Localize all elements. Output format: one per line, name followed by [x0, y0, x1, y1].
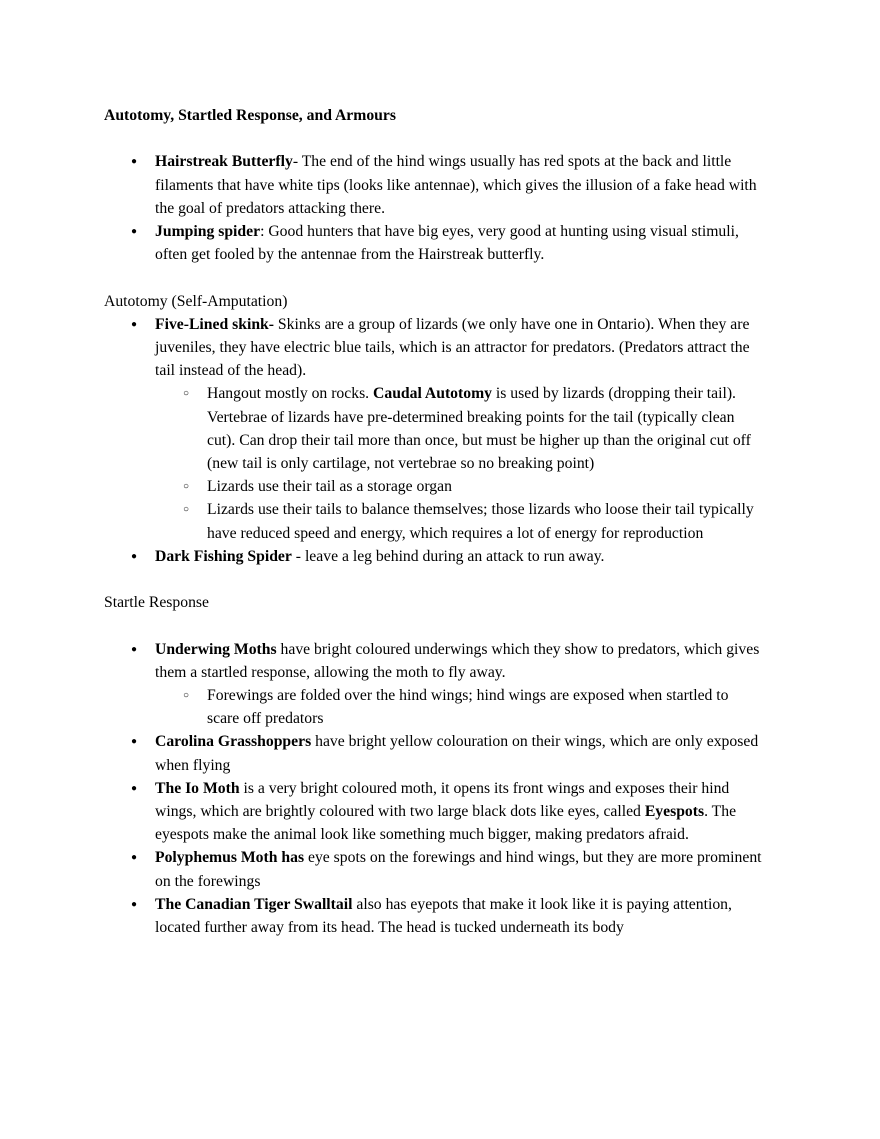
bullet-circle-icon: ○ [183, 388, 190, 400]
blank-line [104, 127, 762, 150]
bullet-disc-icon: ● [131, 852, 138, 864]
bullet-item [104, 638, 762, 684]
text-run: Lizards use their tails to balance themselves; those lizards who loose their tail typically have reduced speed and energy, which requires a lot of energy for reproduction [207, 501, 754, 542]
bullet-text [155, 638, 762, 684]
bullet-disc-icon: ● [131, 156, 138, 168]
paragraph [104, 591, 762, 614]
bullet-item [104, 545, 762, 568]
bullet-text [207, 382, 762, 475]
text-run: also has eyepots that make it look like it is paying attention, located further away from its head. The head is tucked underneath its body [155, 895, 732, 937]
text-run-bold: Dark Fishing Spider [155, 547, 292, 565]
text-run: have bright yellow colouration on their wings, which are only exposed when flying [155, 733, 759, 774]
document-heading [104, 104, 762, 127]
text-run: Forewings are folded over the hind wings; hind wings are exposed when startled to scare off predators [207, 687, 729, 728]
bullet-disc-icon: ● [131, 736, 138, 748]
bullet-text [155, 846, 762, 892]
bullet-item [104, 893, 762, 939]
text-run-bold: Polyphemus Moth has [155, 849, 305, 867]
text-run: Autotomy (Self-Amputation) [104, 292, 288, 310]
blank-line [104, 614, 762, 637]
text-run: - leave a leg behind during an attack to run away. [291, 547, 605, 565]
bullet-text [207, 475, 762, 498]
text-run-bold: Five-Lined skink- [155, 315, 274, 333]
bullet-text [207, 498, 762, 544]
text-run: - The end of the hind wings usually has red spots at the back and little filaments that have white tips (looks like antennae), which gives the illusion of a fake head with the goal of predators attacking there. [155, 153, 757, 217]
bullet-circle-icon: ○ [183, 481, 190, 493]
text-run-bold: Autotomy, Startled Response, and Armours [104, 107, 396, 124]
bullet-text [155, 313, 762, 383]
bullet-text [155, 893, 762, 939]
text-run: is used by lizards (dropping their tail). Vertebrae of lizards have pre-determined breaking points for the tail (typically clean cut). Can drop their tail more than once, but must be higher up than the original cut off (new tail is only cartilage, not vertebrae so no breaking point) [207, 385, 751, 473]
bullet-item [104, 475, 762, 498]
bullet-disc-icon: ● [131, 318, 138, 330]
bullet-item [104, 382, 762, 475]
text-run-bold: Hairstreak Butterfly [155, 153, 293, 171]
bullet-disc-icon: ● [131, 550, 138, 562]
bullet-item [104, 730, 762, 776]
bullet-text [155, 545, 762, 568]
text-run-bold: The Canadian Tiger Swalltail [155, 895, 353, 913]
text-run: Lizards use their tail as a storage organ [207, 478, 452, 496]
blank-line [104, 568, 762, 591]
bullet-text [155, 220, 762, 266]
bullet-item [104, 777, 762, 847]
text-run: . The eyespots make the animal look like something much bigger, making predators afraid. [155, 803, 737, 844]
text-run-bold: Underwing Moths [155, 640, 277, 658]
bullet-circle-icon: ○ [183, 504, 190, 516]
bullet-text [155, 777, 762, 847]
text-run-bold: The Io Moth [155, 779, 240, 797]
text-run: Startle Response [104, 594, 210, 612]
document-body [104, 104, 762, 939]
bullet-item [104, 313, 762, 383]
bullet-item [104, 684, 762, 730]
bullet-disc-icon: ● [131, 643, 138, 655]
bullet-disc-icon: ● [131, 898, 138, 910]
paragraph [104, 290, 762, 313]
text-run: is a very bright coloured moth, it opens its front wings and exposes their hind wings, which are brightly coloured with two large black dots like eyes, called [155, 779, 730, 821]
bullet-text [155, 730, 762, 776]
text-run-bold: Eyespots [644, 803, 705, 821]
bullet-item [104, 498, 762, 544]
text-run: : Good hunters that have big eyes, very good at hunting using visual stimuli, often get fooled by the antennae from the Hairstreak butterfly. [155, 223, 739, 264]
text-run-bold: Caudal Autotomy [373, 385, 492, 403]
text-run: have bright coloured underwings which they show to predators, which gives them a startled response, allowing the moth to fly away. [155, 640, 760, 681]
bullet-disc-icon: ● [131, 782, 138, 794]
blank-line [104, 266, 762, 289]
bullet-text [155, 150, 762, 220]
text-run-bold: Jumping spider [155, 223, 261, 240]
text-run: eye spots on the forewings and hind wings, but they are more prominent on the forewings [155, 849, 762, 890]
bullet-text [207, 684, 762, 730]
text-run: Skinks are a group of lizards (we only have one in Ontario). When they are juveniles, they have electric blue tails, which is an attractor for predators. (Predators attract the tail instead of the head). [155, 315, 750, 380]
bullet-item [104, 150, 762, 220]
text-run: Hangout mostly on rocks. [207, 385, 374, 403]
bullet-item [104, 846, 762, 892]
bullet-disc-icon: ● [131, 226, 138, 237]
bullet-circle-icon: ○ [183, 690, 190, 702]
text-run-bold: Carolina Grasshoppers [155, 733, 312, 751]
bullet-item [104, 220, 762, 266]
